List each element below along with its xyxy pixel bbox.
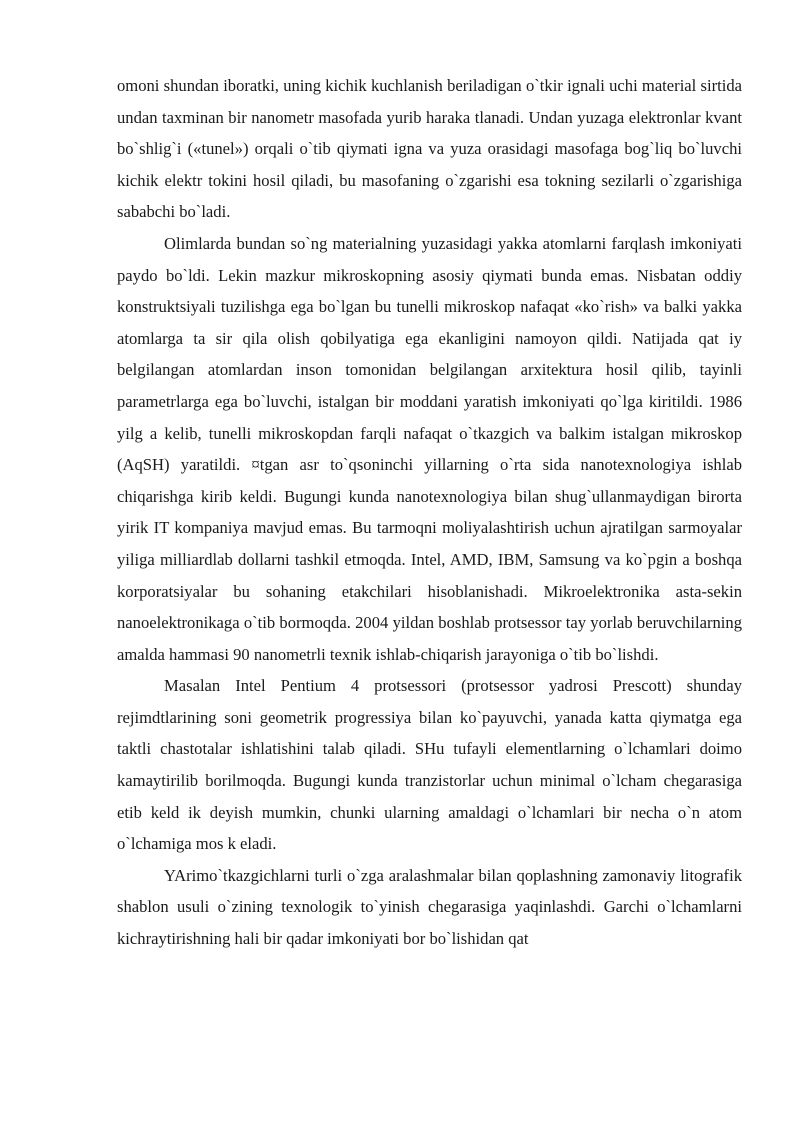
paragraph-continuation: omoni shundan iboratki, uning kichik kuchlanish beriladigan o`tkir ignali uchi material sirtida undan taxminan bir nanometr masofada yurib haraka tlanadi. Undan yuzaga elektronlar kvant bo`shlig`i («tunel») orqali o`tib qiymati igna va yuza orasidagi masofaga bog`liq bo`luvchi kichik elektr tokini hosil qiladi, bu masofaning o`zgarishi esa tokning sezilarli o`zgarishiga sababchi bo`ladi. [117, 76, 742, 222]
paragraph-intel-pentium: Masalan Intel Pentium 4 protsessori (protsessor yadrosi Prescott) shunday rejimdtlarining soni geometrik progressiya bilan ko`payuvchi, yanada katta qiymatga ega taktli chastotalar ishlatishini talab qiladi. SHu tufayli elementlarning o`lchamlari doimo kamaytirilib borilmoqda. Bugungi kunda tranzistorlar uchun minimal o`lcham chegarasiga etib keld ik deyish mumkin, chunki ularning amaldagi o`lchamlari bir necha o`n atom o`lchamiga mos k eladi. [117, 676, 742, 854]
document-body [117, 70, 742, 955]
paragraph-semiconductor-lithography: YArimo`tkazgichlarni turli o`zga aralashmalar bilan qoplashning zamonaviy litografik shablon usuli o`zining texnologik to`yinish chegarasiga yaqinlashdi. Garchi o`lchamlarni kichraytirishning hali bir qadar imkoniyati bor bo`lishidan qat [117, 865, 742, 949]
paragraph-atoms-and-nanotechnology: Olimlarda bundan so`ng materialning yuzasidagi yakka atomlarni farqlash imkoniyati paydo bo`ldi. Lekin mazkur mikroskopning asosiy qiymati bunda emas. Nisbatan oddiy konstruktsiyali tuzilishga ega bo`lgan bu tunelli mikroskop nafaqat «ko`rish» va balki yakka atomlarga ta sir qila olish qobilyatiga ega ekanligini namoyon qildi. Natijada qat iy belgilangan atomlardan inson tomonidan belgilangan arxitektura hosil qilib, tayinli parametrlarga ega bo`luvchi, istalgan bir moddani yaratish imkoniyati qo`lga kiritildi. 1986 yilg a kelib, tunelli mikroskopdan farqli nafaqat o`tkazgich va balkim istalgan mikroskop (AqSH) yaratildi. ¤tgan asr to`qsoninchi yillarning o`rta sida nanotexnologiya ishlab chiqarishga kirib keldi. Bugungi kunda nanotexnologiya bilan shug`ullanmaydigan birorta yirik IT kompaniya mavjud emas. Bu tarmoqni moliyalashtirish uchun ajratilgan sarmoyalar yiliga milliardlab dollarni tashkil etmoqda. Intel, AMD, IBM, Samsung va ko`pgin a boshqa korporatsiyalar bu sohaning etakchilari hisoblanishadi. Mikroelektronika asta-sekin nanoelektronikaga o`tib bormoqda. 2004 yildan boshlab protsessor tay yorlab beruvchilarning amalda hammasi 90 nanometrli texnik ishlab-chiqarish jarayoniga o`tib bo`lishdi. [117, 233, 742, 664]
